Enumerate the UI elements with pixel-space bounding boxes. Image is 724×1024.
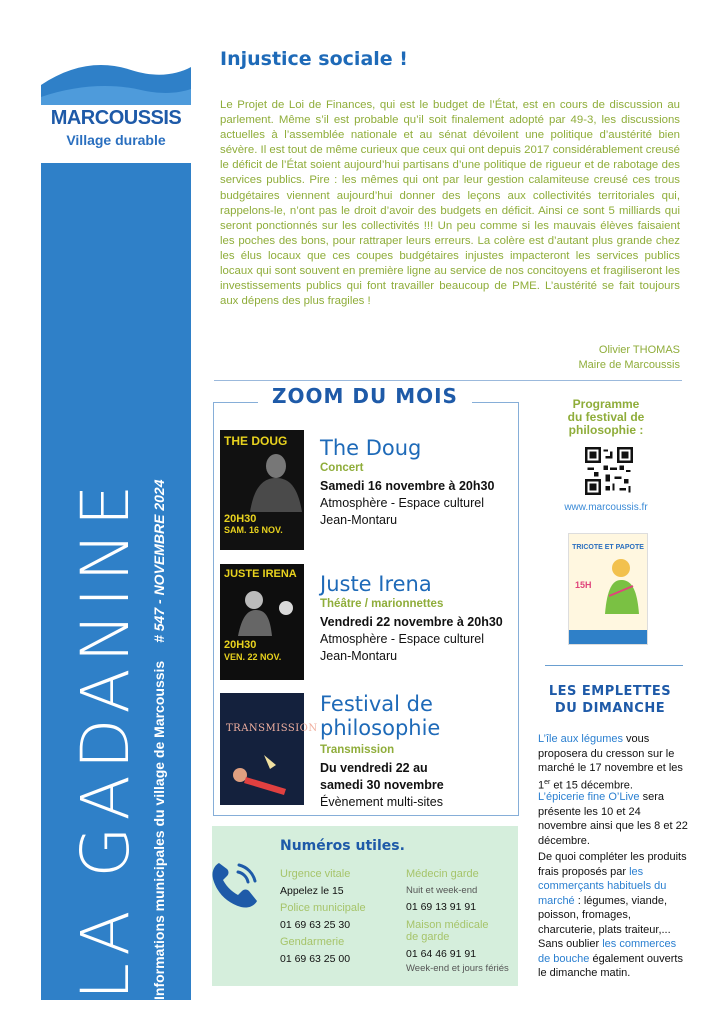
maison-medicale-phone: 01 64 46 91 91 [406, 948, 477, 960]
issue-number: # 547 - NOVEMBRE 2024 [151, 479, 167, 643]
event-date: samedi 30 novembre [320, 778, 444, 792]
poster-date: 15H [575, 580, 592, 590]
urgence-label: Urgence vitale [280, 868, 351, 880]
editorial-signature [440, 343, 680, 373]
poster-person-graphic [240, 452, 304, 512]
poster-transmission [220, 693, 318, 805]
festival-programme-title [536, 398, 676, 437]
poster-date: VEN. 22 NOV. [224, 652, 282, 662]
zoom-title: ZOOM DU MOIS [258, 384, 472, 408]
emplettes-title [538, 683, 682, 717]
emplettes-text: De quoi compléter les produits frais proposés par [538, 851, 687, 878]
poster-footer-band [569, 630, 647, 644]
emplettes-paragraph [538, 732, 688, 793]
event-title-line: Festival de [320, 692, 433, 716]
masthead-title: LA GADANINE [67, 478, 144, 1000]
emplettes-text: sera présente les 10 et 24 novembre ainsi que les 8 et 22 décembre. [538, 791, 688, 847]
poster-date: SAM. 16 NOV. [224, 525, 283, 535]
numeros-utiles-title: Numéros utiles. [280, 838, 405, 854]
masthead-subtitle-line [151, 260, 167, 1000]
event-place: Jean-Montaru [320, 513, 398, 527]
poster-tricote-et-papote [568, 533, 648, 645]
event-type: Transmission [320, 744, 395, 756]
urgence-value: Appelez le 15 [280, 885, 344, 897]
emplettes-superscript: er [544, 778, 551, 786]
event-date: Samedi 16 novembre à 20h30 [320, 479, 495, 493]
event-title: Juste Irena [320, 572, 432, 596]
event-title: The Doug [320, 436, 422, 460]
logo-subtitle: Village durable [66, 132, 166, 148]
medecin-label: Médecin garde [406, 868, 479, 880]
police-label: Police municipale [280, 902, 366, 914]
poster-time: 20H30 [224, 513, 257, 525]
phone-icon [205, 855, 265, 915]
emplettes-title-line: LES EMPLETTES [548, 684, 672, 699]
section-divider [214, 380, 682, 381]
gendarmerie-label: Gendarmerie [280, 936, 345, 948]
event-title [320, 692, 440, 740]
emplettes-text: vous proposera du cresson sur le marché le 17 novembre et les 1 [538, 733, 683, 792]
medecin-phone: 01 69 13 91 91 [406, 901, 477, 913]
emplettes-paragraph [538, 850, 688, 981]
poster-puppet-graphic [230, 586, 302, 636]
poster-juste-irena [220, 564, 304, 680]
poster-the-doug [220, 430, 304, 550]
event-place: Évènement multi-sites [320, 795, 443, 809]
festival-programme-url[interactable]: www.marcoussis.fr [564, 502, 648, 513]
qr-code-icon[interactable] [585, 447, 633, 495]
editorial-title: Injustice sociale ! [220, 48, 408, 70]
event-type: Concert [320, 462, 364, 474]
editorial-body: Le Projet de Loi de Finances, qui est le budget de l’État, est en cours de discussion au parlement. Même s’il est probable qu’il soit finalement adopté par 49-3, les discussions actuelles à l’assemblée nationale et au sénat dévoilent une politique d’austérité bien sévère. Il est tout de même curieux que ceux qui ont depuis 2017 considérablement creusé le déficit de l’État soient aujourd’hui partisans d’une politique de rigueur et de rabotage des services publics. Pire : les mêmes qui ont par leur gestion calamiteuse creusé ces trous budgétaires viennent aujourd’hui donner des leçons aux collectivités territoriales qui, rappelons-le, n’ont pas le droit d’avoir des budgets en déficit. Ainsi ce sont 5 milliards qui seront ponctionnés sur les collectivités !!! Un peu comme si les mauvais élèves faisaient les poches des bons, pour rattraper leurs erreurs. La colère est d’autant plus grande chez les élus locaux que ces coupes budgétaires injustes impacteront les services publics locaux qui sont souvent en première ligne au service de nos concitoyens et fragiliseront les investissements publics qui font travailler beaucoup de PME. L’austérité se fait toujours aux dépens des plus fragiles ! [220, 99, 680, 308]
poster-title: THE DOUG [224, 434, 288, 448]
poster-reading-figure-graphic [226, 749, 300, 799]
emplettes-title-line: DU DIMANCHE [554, 701, 666, 716]
poster-knitting-figure-graphic [599, 556, 643, 616]
police-phone: 01 69 63 25 30 [280, 919, 351, 931]
maison-medicale-label-line: Maison médicale [406, 919, 489, 931]
event-date: Du vendredi 22 au [320, 761, 428, 775]
section-divider [545, 665, 683, 666]
maison-medicale-label [406, 919, 489, 943]
emplettes-link[interactable]: les commerces de bouche [538, 938, 677, 965]
poster-title: TRICOTE ET PAPOTE [572, 544, 644, 551]
maison-medicale-hours: Week-end et jours fériés [406, 963, 509, 974]
poster-time: 20H30 [224, 639, 257, 651]
event-place: Atmosphère - Espace culturel [320, 496, 484, 510]
emplettes-text: également ouverts le dimanche matin. [538, 952, 683, 979]
festival-programme-title-line: philosophie : [568, 423, 644, 437]
festival-programme-title-line: Programme [572, 397, 640, 411]
emplettes-text: et 15 décembre. [550, 779, 633, 792]
poster-title: JUSTE IRENA [224, 568, 297, 580]
event-title-line: philosophie [320, 716, 441, 740]
event-type: Théâtre / marionnettes [320, 598, 444, 610]
event-place: Jean-Montaru [320, 649, 398, 663]
emplettes-link[interactable]: L’épicerie fine O’Live [538, 791, 640, 803]
event-date: Vendredi 22 novembre à 20h30 [320, 615, 503, 629]
emplettes-text: : légumes, viande, poisson, fromages, charcuterie, plats traiteur,... Sans oublier [538, 894, 671, 950]
logo-title: MARCOUSSIS [50, 107, 182, 129]
emplettes-paragraph [538, 790, 688, 848]
editorial-author: Olivier THOMAS [598, 344, 680, 356]
festival-programme-title-line: du festival de [567, 410, 645, 424]
masthead-subtitle: Informations municipales du village de Marcoussis [151, 660, 167, 1000]
medecin-hours: Nuit et week-end [406, 885, 478, 896]
maison-medicale-label-line: de garde [406, 931, 450, 943]
masthead-sidebar [41, 45, 191, 1000]
emplettes-link[interactable]: L’île aux légumes [538, 733, 623, 745]
event-place: Atmosphère - Espace culturel [320, 632, 484, 646]
emplettes-link[interactable]: les commerçants habituels du marché [538, 865, 667, 907]
poster-title: TRANSMISSION [226, 723, 318, 734]
gendarmerie-phone: 01 69 63 25 00 [280, 953, 351, 965]
logo [41, 105, 191, 163]
editorial-author-role: Maire de Marcoussis [578, 359, 680, 371]
